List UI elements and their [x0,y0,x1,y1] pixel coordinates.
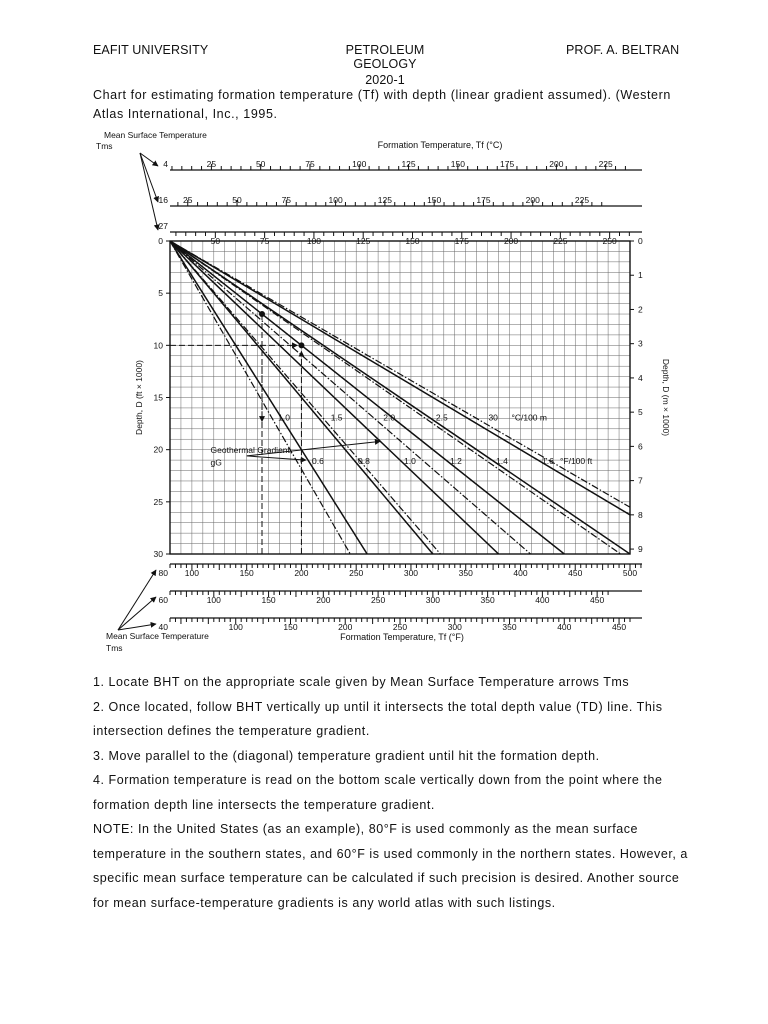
right-tick-label: 6 [638,441,643,452]
formation-temperature-chart [92,126,682,666]
bottom-scale-1-label: 400 [535,595,550,605]
left-tick-label: 5 [158,288,163,299]
step-3: 3. Move parallel to the (diagonal) temperature gradient until hit the formation depth. [93,748,600,763]
right-axis-title: Depth, D (m × 1000) [661,358,671,437]
step-1: 1. Locate BHT on the appropriate scale given by Mean Surface Temperature arrows Tms [93,675,630,689]
gradient-annotation-line2: gG [210,457,222,468]
top-scale-1-label: 25 [183,195,193,205]
bottom-scale-2-label: 250 [392,622,408,632]
left-axis-title: Depth, D (ft × 1000) [134,360,144,435]
left-tick-label: 30 [153,549,163,559]
bottom-scale-1-label: 350 [480,595,495,605]
left-tick-label: 0 [158,236,163,246]
step-2: 2. Once located, follow BHT vertically up until it intersects the total depth value (TD) line. This intersection defines the temperature gradient. [93,699,663,738]
top-annotation-line2: Tms [96,141,113,151]
right-tick-label: 3 [638,338,643,349]
left-tick-label: 25 [153,496,163,507]
note: NOTE: In the United States (as an example), 80°F is used commonly as the mean surface temperature in the southern states, and 60°F is used commonly in the northern states. However, a specific mean surface temperature can be calculated if such precision is desired. Another source for mean surface-temperature gradients is any world atlas with such listings. [93,822,688,910]
top-scale-2-label: 200 [503,236,519,246]
left-tick-label: 10 [153,340,163,351]
bottom-annotation-line1: Mean Surface Temperature [106,631,209,641]
top-scale-0-label: 200 [549,159,564,169]
top-scale-0-label: 25 [206,159,217,169]
instructions [93,670,693,915]
bottom-scale-tms-label: 40 [158,622,168,632]
example-formation-point [259,311,265,317]
top-scale-1-label: 200 [525,195,540,205]
gradient-label-imperial: 0.8 [358,456,370,467]
right-tick-label: 7 [638,475,643,486]
bottom-scale-1-label: 100 [206,595,221,605]
top-scale-2-label: 250 [602,236,617,246]
top-scale-1-label: 225 [574,195,590,205]
gradient-label-imperial: 1.4 [496,456,508,467]
chart-caption: Chart for estimating formation temperature (Tf) with depth (linear gradient assumed). (Western Atlas International, Inc., 1995. [93,88,671,121]
gradient-label-imperial: 1.2 [450,456,462,467]
top-scale-2-label: 125 [356,236,371,246]
gradient-label-metric: 2.0 [383,412,396,423]
bottom-scale-2-label: 400 [557,622,572,632]
top-annotation-arrow [140,153,158,202]
bottom-scale-2-label: 150 [283,622,298,632]
unit-label-imperial: °F/100 ft [560,456,593,467]
right-tick-label: 4 [638,372,643,383]
top-scale-2-label: 50 [210,236,221,246]
header-professor: PROF. A. BELTRAN [566,43,680,57]
gradient-label-metric: 1.0 [278,412,290,423]
gradient-label-imperial: 1.6 [542,456,554,467]
bottom-scale-1-label: 200 [316,595,331,605]
chart-axes [166,164,642,624]
top-scale-1-label: 75 [281,195,292,205]
left-tick-label: 15 [153,392,163,403]
bottom-scale-0-label: 250 [349,568,364,578]
top-scale-2-label: 150 [405,236,420,246]
top-scale-tms-label: 4 [163,159,168,169]
bottom-scale-tms-label: 60 [158,595,168,605]
top-scale-1-label: 100 [328,195,343,205]
bottom-scale-tms-label: 80 [158,568,168,578]
top-scale-1-label: 150 [427,195,442,205]
top-scale-0-label: 175 [500,159,515,169]
bottom-annotation-arrow [118,570,156,630]
bottom-scale-0-label: 200 [294,568,309,578]
bottom-scale-0-label: 150 [239,568,254,578]
bottom-scale-1-label: 300 [425,595,440,605]
top-scale-1-label: 175 [476,195,491,205]
header-course [320,43,450,87]
top-scale-1-label: 50 [232,195,242,205]
right-tick-label: 8 [638,509,643,520]
bottom-scale-1-label: 150 [261,595,276,605]
bottom-annotation-line2: Tms [106,643,123,653]
right-tick-label: 5 [638,407,643,418]
bottom-scale-1-label: 250 [371,595,386,605]
top-axis-title: Formation Temperature, Tf (°C) [377,140,503,150]
top-scale-0-label: 75 [305,159,315,169]
gradient-label-imperial: 1.0 [404,456,416,467]
gradient-annotation-line1: Geothermal Gradient, [210,444,293,455]
gradient-label-metric: 1.5 [330,412,343,423]
right-tick-label: 2 [638,304,643,315]
top-scale-0-label: 100 [352,159,367,169]
top-scale-1-label: 125 [377,195,392,205]
top-scale-0-label: 225 [598,159,613,169]
top-scale-0-label: 125 [401,159,416,169]
top-scale-0-label: 50 [255,159,266,169]
top-annotation-line1: Mean Surface Temperature [104,130,207,140]
gradient-label-imperial: 0.6 [312,456,324,467]
header-course-title: PETROLEUM GEOLOGY [345,43,425,71]
chart-labels [96,130,671,653]
bottom-scale-0-label: 400 [513,568,528,578]
bottom-scale-2-label: 450 [611,622,627,632]
right-tick-label: 0 [638,236,643,246]
bottom-scale-0-label: 100 [184,568,199,578]
example-td-point [298,342,304,348]
bottom-scale-0-label: 350 [458,568,473,578]
top-scale-0-label: 150 [450,159,465,169]
bottom-scale-2-label: 350 [502,622,517,632]
gradient-label-metric: 2.5 [435,412,448,423]
header-semester: 2020-1 [365,73,405,87]
top-scale-tms-label: 16 [158,195,168,205]
top-scale-2-label: 175 [454,236,469,246]
top-scale-2-label: 100 [306,236,322,246]
right-tick-label: 9 [638,544,643,555]
top-scale-tms-label: 27 [158,221,168,231]
bottom-scale-0-label: 500 [622,568,638,578]
gradient-annotation-arrow-lower [247,456,306,460]
top-scale-2-label: 75 [259,236,270,246]
bottom-scale-0-label: 450 [568,568,583,578]
bottom-scale-2-label: 200 [338,622,353,632]
bottom-scale-2-label: 300 [447,622,462,632]
bottom-axis-title: Formation Temperature, Tf (°F) [340,632,464,642]
bottom-scale-1-label: 450 [590,595,605,605]
bottom-scale-2-label: 100 [228,622,243,632]
right-tick-label: 1 [638,270,643,281]
gradient-label-metric: 30 [488,412,498,423]
step-4: 4. Formation temperature is read on the bottom scale vertically down from the point where the formation depth line intersects the temperature gradient. [93,773,663,812]
header-university: EAFIT UNIVERSITY [93,43,209,57]
top-scale-2-label: 225 [553,236,568,246]
bottom-scale-0-label: 300 [403,568,419,578]
left-tick-label: 20 [153,444,163,455]
unit-label-metric: °C/100 m [511,412,547,423]
